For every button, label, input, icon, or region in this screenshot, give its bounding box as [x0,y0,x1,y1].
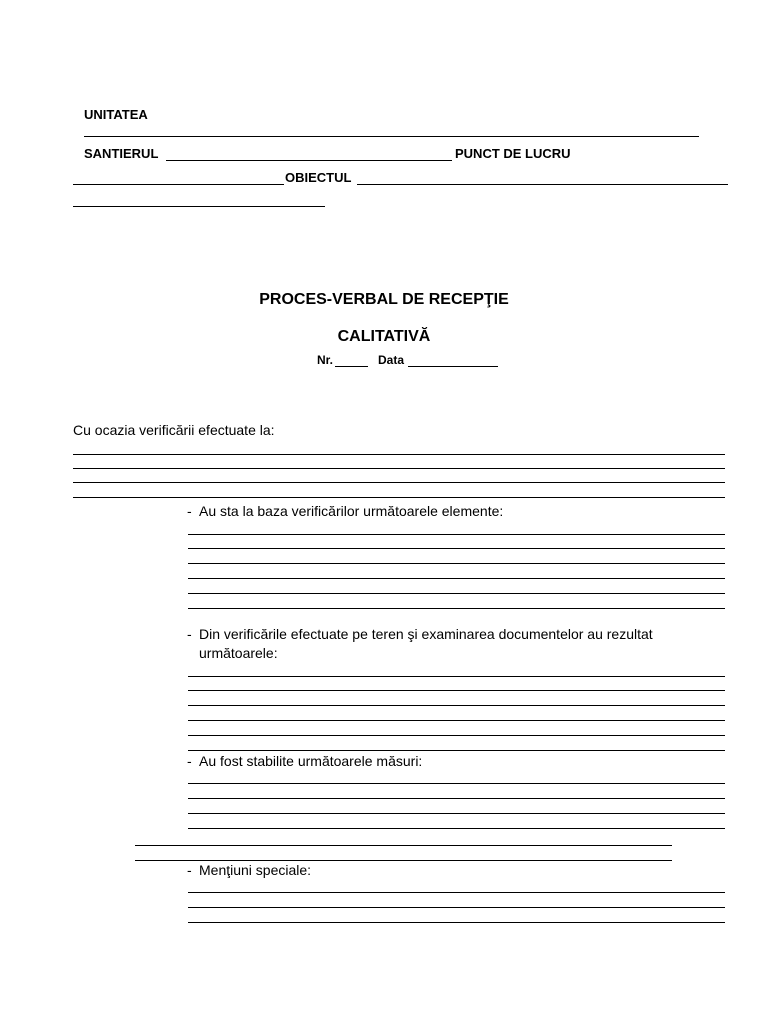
nr-label: Nr. [317,353,334,367]
santierul-label: SANTIERUL [84,146,159,161]
obiectul-fill-line-2 [73,206,325,207]
mentions-fill-line [188,922,725,923]
results-fill-line [188,705,725,706]
intro-fill-line [73,454,725,455]
document-subtitle: CALITATIVĂ [337,328,431,345]
results-bullet: - Din verificările efectuate pe teren şi examinarea documentelor au rezultat [187,626,653,642]
measures-fill-line [188,783,725,784]
elements-text: Au sta la baza verificărilor următoarele elemente: [199,503,504,519]
obiectul-label: OBIECTUL [285,170,352,185]
measures-fill-line [188,813,725,814]
santierul-fill-line [166,160,452,161]
measures-fill-line [135,845,672,846]
data-label: Data [378,353,405,367]
intro-fill-line [73,482,725,483]
elements-fill-line [188,578,725,579]
measures-bullet: - Au fost stabilite următoarele măsuri: [187,753,423,769]
results-text-line1: Din verificările efectuate pe teren şi examinarea documentelor au rezultat [199,626,653,642]
results-fill-line [188,676,725,677]
results-fill-line [188,690,725,691]
elements-fill-line [188,593,725,594]
mentions-text: Menţiuni speciale: [199,862,312,878]
punct-de-lucru-fill-line [73,184,284,185]
intro-fill-line [73,468,725,469]
elements-fill-line [188,534,725,535]
obiectul-fill-line [357,184,728,185]
document-title: PROCES-VERBAL DE RECEPŢIE [259,291,509,308]
elements-fill-line [188,563,725,564]
measures-text: Au fost stabilite următoarele măsuri: [199,753,423,769]
mentions-bullet: - Menţiuni speciale: [187,862,312,878]
data-fill-line [408,366,498,367]
results-fill-line [188,735,725,736]
intro-fill-line [73,497,725,498]
elements-fill-line [188,608,725,609]
nr-fill-line [335,366,368,367]
results-fill-line [188,750,725,751]
mentions-fill-line [188,907,725,908]
unitatea-fill-line [84,136,699,137]
unitatea-label: UNITATEA [84,107,148,122]
intro-text: Cu ocazia verificării efectuate la: [73,422,275,438]
mentions-fill-line [188,892,725,893]
results-text-line2: următoarele: [199,645,278,661]
elements-fill-line [188,548,725,549]
elements-bullet: - Au sta la baza verificărilor următoarele elemente: [187,503,504,519]
results-fill-line [188,720,725,721]
punct-de-lucru-label: PUNCT DE LUCRU [455,146,571,161]
measures-fill-line [188,828,725,829]
measures-fill-line [188,798,725,799]
measures-fill-line [135,860,672,861]
